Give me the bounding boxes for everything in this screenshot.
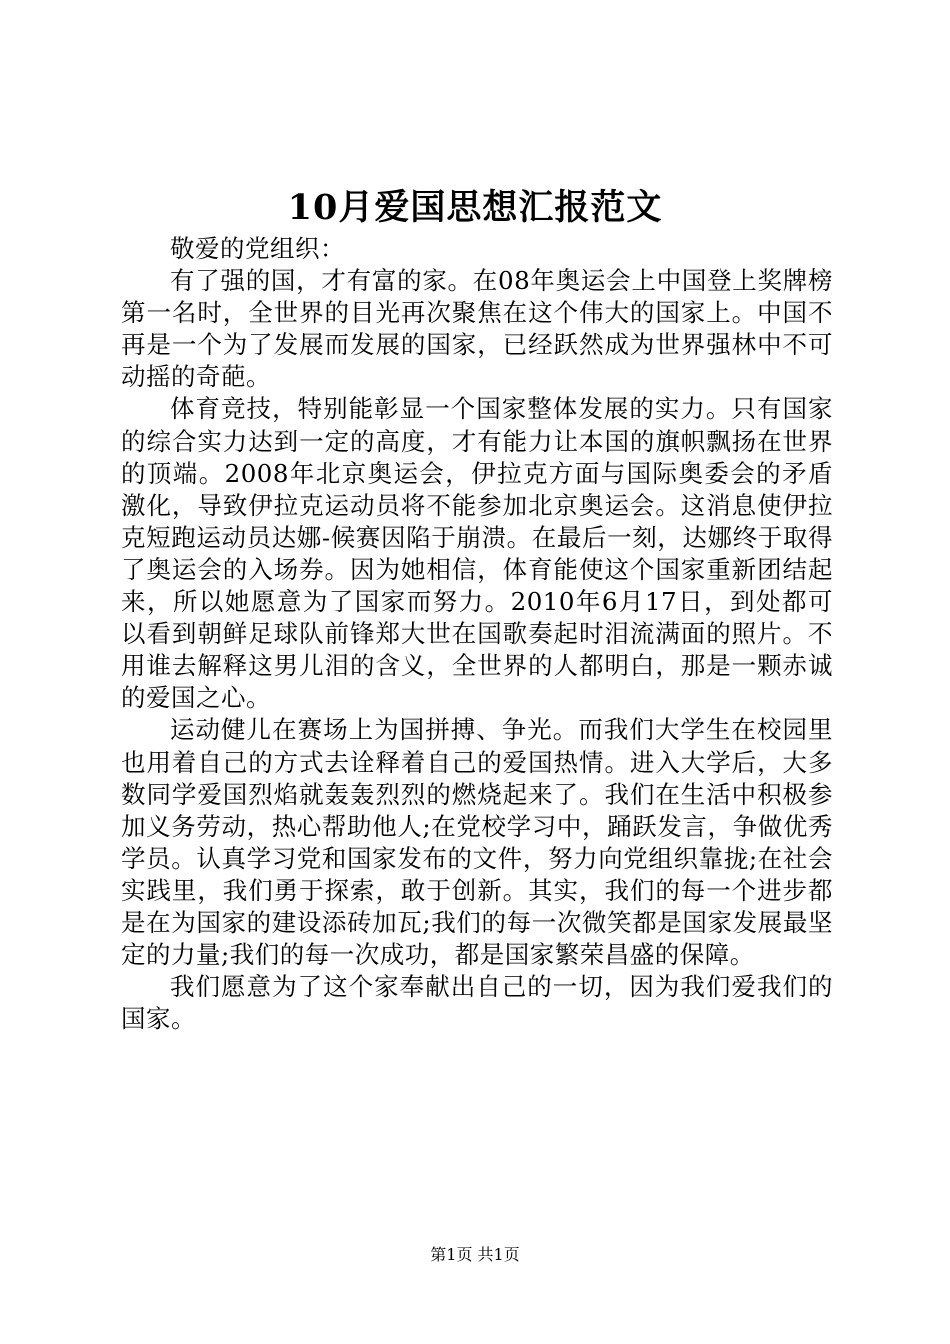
document-title: 10月爱国思想汇报范文 [287,187,663,228]
salutation: 敬爱的党组织： [170,234,345,263]
document-body [121,233,833,1035]
paragraph-2: 体育竞技，特别能彰显一个国家整体发展的实力。只有国家的综合实力达到一定的高度，才有能力让本国的旗帜飘扬在世界的顶端。2008年北京奥运会，伊拉克方面与国际奥委会的矛盾激化，导致伊拉克运动员将不能参加北京奥运会。这消息使伊拉克短跑运动员达娜-候赛因陷于崩溃。在最后一刻，达娜终于取得了奥运会的入场券。因为她相信，体育能使这个国家重新团结起来，所以她愿意为了国家而努力。2010年6月17日，到处都可以看到朝鲜足球队前锋郑大世在国歌奏起时泪流满面的照片。不用谁去解释这男儿泪的含义，全世界的人都明白，那是一颗赤诚的爱国之心。 [121,394,833,713]
page-footer: 第1页 共1页 [430,1245,520,1264]
paragraph-4: 我们愿意为了这个家奉献出自己的一切，因为我们爱我们的国家。 [121,972,833,1034]
paragraph-1: 有了强的国，才有富的家。在08年奥运会上中国登上奖牌榜第一名时，全世界的目光再次聚焦在这个伟大的国家上。中国不再是一个为了发展而发展的国家，已经跃然成为世界强林中不可动摇的奇葩。 [121,266,833,392]
paragraph-3: 运动健儿在赛场上为国拼搏、争光。而我们大学生在校园里也用着自己的方式去诠释着自己的爱国热情。进入大学后，大多数同学爱国烈焰就轰轰烈烈的燃烧起来了。我们在生活中积极参加义务劳动，热心帮助他人;在党校学习中，踊跃发言，争做优秀学员。认真学习党和国家发布的文件，努力向党组织靠拢;在社会实践里，我们勇于探索，敢于创新。其实，我们的每一个进步都是在为国家的建设添砖加瓦;我们的每一次微笑都是国家发展最坚定的力量;我们的每一次成功，都是国家繁荣昌盛的保障。 [121,715,833,970]
